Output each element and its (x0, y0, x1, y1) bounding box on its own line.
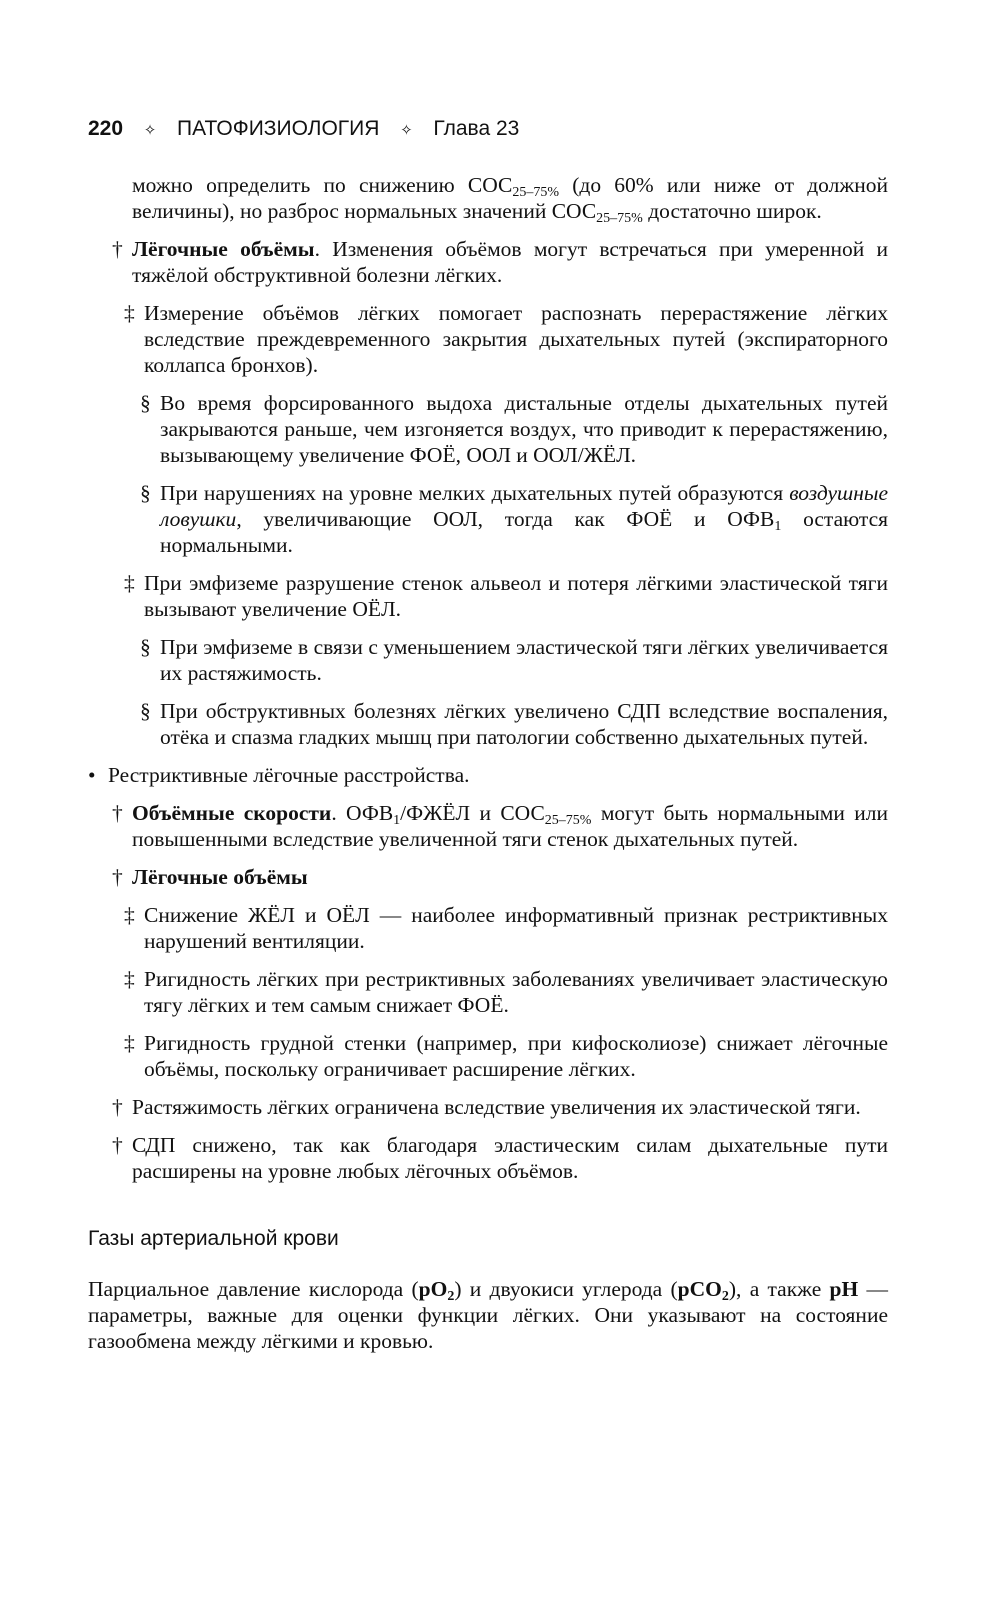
list-item (88, 570, 888, 622)
section-marker: § (140, 699, 151, 723)
list-item (88, 1132, 888, 1184)
list-item (88, 1030, 888, 1082)
double-dagger-marker: ‡ (124, 571, 135, 595)
bullet-marker: • (88, 763, 96, 787)
text-run: . Изменения объёмов могут встречаться при умеренной и тяжёлой обструктивной болезни лёгких. (132, 237, 888, 287)
list-item (88, 480, 888, 558)
text-run: — параметры, важные для оценки функции лёгких. Они указывают на состояние газообмена между лёгкими и кровью. (88, 1277, 889, 1353)
text-run: Во время форсированного выдоха дистальные отделы дыхательных путей закрываются раньше, чем изгоняется воздух, что приводит к перерастяжению, вызывающему увеличение ФОЁ, ООЛ и ООЛ/ЖЁЛ. (160, 391, 888, 467)
subscript: 25–75% (544, 813, 592, 828)
list-item (88, 902, 888, 954)
text-run: ), а также (728, 1277, 830, 1301)
double-dagger-marker: ‡ (124, 301, 135, 325)
list-item (88, 634, 888, 686)
list-item (88, 236, 888, 288)
list-item (88, 698, 888, 750)
double-dagger-marker: ‡ (124, 967, 135, 991)
list-item (88, 300, 888, 378)
text-run: СДП снижено, так как благодаря эластическим силам дыхательные пути расширены на уровне любых лёгочных объёмов. (132, 1133, 888, 1183)
section-marker: § (140, 481, 151, 505)
section-marker: § (140, 635, 151, 659)
term-bold: pCO (677, 1277, 722, 1301)
chapter-label: Глава 23 (433, 117, 520, 140)
list-item (88, 1094, 888, 1120)
text-run: Рестриктивные лёгочные расстройства. (108, 763, 470, 787)
text-run: При обструктивных болезнях лёгких увеличено СДП вследствие воспаления, отёка и спазма гладких мышц при патологии собственно дыхательных путей. (160, 699, 888, 749)
running-header (88, 112, 888, 146)
term-italic: воздушные ловушки (160, 481, 888, 531)
text-run: Парциальное давление кислорода ( (88, 1277, 419, 1301)
subscript: 1 (774, 519, 782, 534)
list-item (88, 762, 888, 788)
text-run: Ригидность грудной стенки (например, при кифосколиозе) снижает лёгочные объёмы, поскольку ограничивает расширение лёгких. (144, 1031, 888, 1081)
text-run: При нарушениях на уровне мелких дыхательных путей образуются (160, 481, 790, 505)
book-title: ПАТОФИЗИОЛОГИЯ (177, 117, 380, 140)
list-item (88, 800, 888, 852)
text-run: /ФЖЁЛ и СОС (400, 801, 545, 825)
paragraph (88, 1276, 888, 1354)
text-run: можно определить по снижению СОС (132, 173, 513, 197)
dagger-marker: † (112, 801, 123, 825)
text-run: Измерение объёмов лёгких помогает распознать перерастяжение лёгких вследствие преждевременного закрытия дыхательных путей (экспираторного коллапса бронхов). (144, 301, 888, 377)
text-run: остаются нормальными. (160, 507, 888, 557)
text-run: . ОФВ (331, 801, 394, 825)
page-number: 220 (88, 117, 124, 140)
document-page (88, 112, 888, 1366)
dagger-marker: † (112, 237, 123, 261)
list-item (88, 864, 888, 890)
dagger-marker: † (112, 1095, 123, 1119)
double-dagger-marker: ‡ (124, 1031, 135, 1055)
text-run: могут быть нормальными или повышенными вследствие увеличенной тяги стенок дыхательных путей. (132, 801, 888, 851)
text-run: Ригидность лёгких при рестриктивных заболеваниях увеличивает эластическую тягу лёгких и тем самым снижает ФОЁ. (144, 967, 888, 1017)
dagger-marker: † (112, 1133, 123, 1157)
section-marker: § (140, 391, 151, 415)
text-run: Растяжимость лёгких ограничена вследствие увеличения их эластической тяги. (132, 1095, 861, 1119)
text-run: При эмфиземе разрушение стенок альвеол и потеря лёгкими эластической тяги вызывают увеличение ОЁЛ. (144, 571, 888, 621)
subscript: 2 (447, 1289, 455, 1304)
term-bold: pO (418, 1277, 448, 1301)
text-run: , увеличивающие ООЛ, тогда как ФОЁ и ОФВ (236, 507, 775, 531)
dagger-marker: † (112, 865, 123, 889)
text-run: При эмфиземе в связи с уменьшением эластической тяги лёгких увеличивается их растяжимость. (160, 635, 888, 685)
header-separator: ✧ (143, 122, 157, 139)
text-run: Снижение ЖЁЛ и ОЁЛ — наиболее информативный признак рестриктивных нарушений вентиляции. (144, 903, 888, 953)
term-bold: Лёгочные объёмы (132, 865, 308, 889)
section-heading: Газы артериальной крови (88, 1227, 339, 1250)
header-separator: ✧ (400, 122, 413, 139)
subscript: 25–75% (512, 185, 560, 200)
text-run: (до 60% или ниже от должной величины), но разброс нормальных значений СОС (132, 173, 888, 223)
list-item (88, 966, 888, 1018)
term-bold: pH (829, 1277, 859, 1301)
subscript: 25–75% (596, 211, 643, 226)
text-run: ) и двуокиси углерода ( (454, 1277, 678, 1301)
double-dagger-marker: ‡ (124, 903, 135, 927)
body-text (88, 172, 888, 1354)
term-bold: Лёгочные объёмы (132, 237, 315, 261)
subscript: 1 (393, 813, 401, 828)
term-bold: Объёмные скорости (132, 801, 332, 825)
list-item (88, 390, 888, 468)
text-run: достаточно широк. (642, 199, 822, 223)
subscript: 2 (721, 1289, 729, 1304)
paragraph (88, 172, 888, 224)
